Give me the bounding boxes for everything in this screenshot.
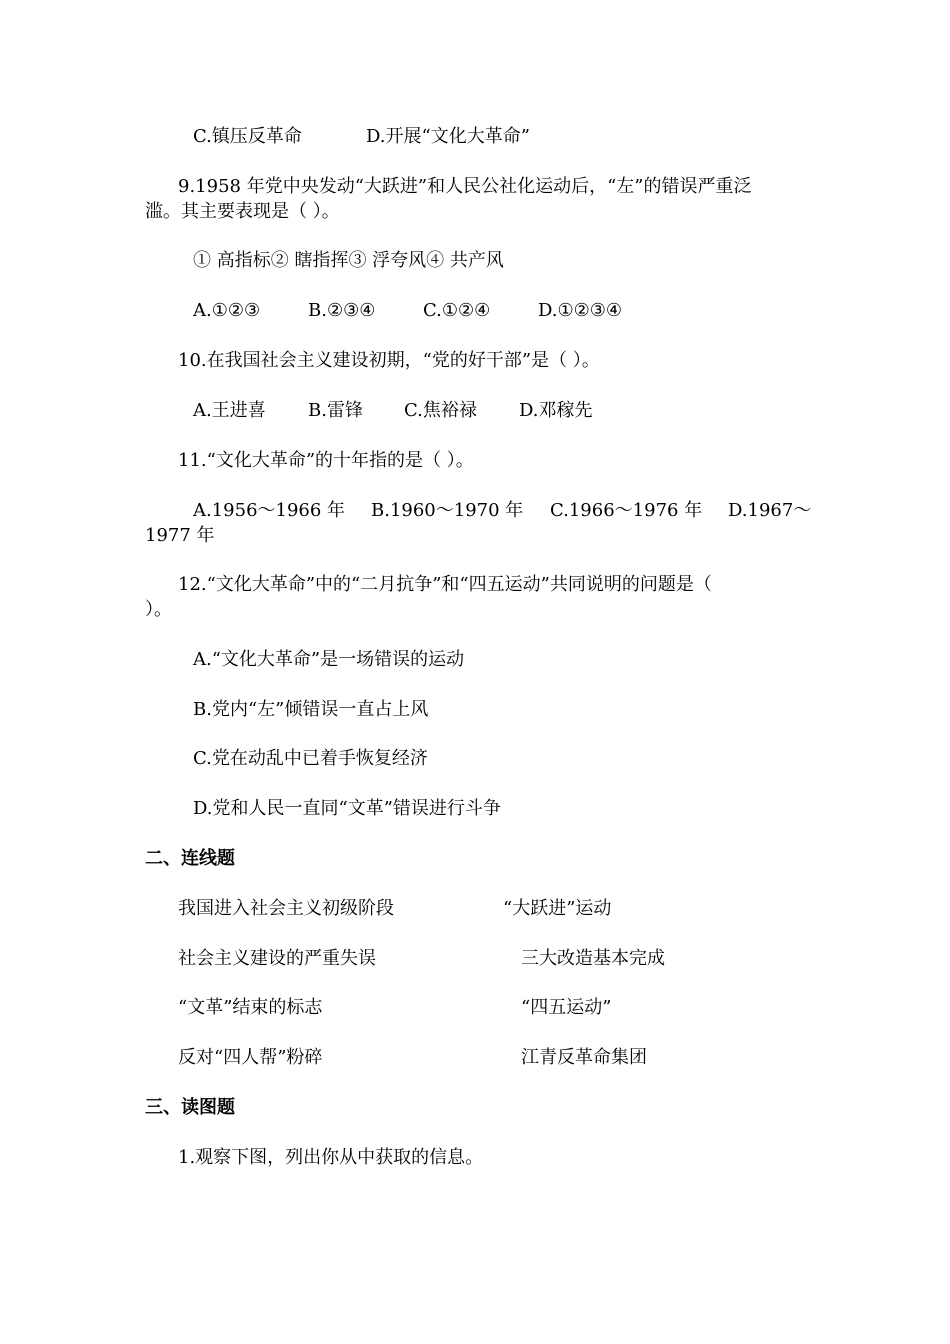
q12-option-d: D.党和人民一直同“文革”错误进行斗争 <box>193 798 501 819</box>
q12-option-b: B.党内“左”倾错误一直占上风 <box>193 699 429 720</box>
q9-option-c: C.①②④ <box>423 300 491 321</box>
q9-stem-line1: 9.1958 年党中央发动“大跃进”和人民公社化运动后，“左”的错误严重泛 <box>178 176 752 197</box>
q11-stem: 11.“文化大革命”的十年指的是（ ）。 <box>178 450 474 471</box>
section-heading-reading-figure: 三、读图题 <box>145 1097 235 1118</box>
section-heading-matching: 二、连线题 <box>145 848 235 869</box>
q10-option-b: B.雷锋 <box>308 400 363 421</box>
q11-option-c: C.1966～1976 年 <box>550 500 703 521</box>
matching-left-item: 社会主义建设的严重失误 <box>178 948 376 969</box>
q12-stem-line1: 12.“文化大革命”中的“二月抗争”和“四五运动”共同说明的问题是（ <box>178 574 712 595</box>
q10-option-d: D.邓稼先 <box>519 400 593 421</box>
q10-stem: 10.在我国社会主义建设初期，“党的好干部”是（ ）。 <box>178 350 600 371</box>
matching-left-item: 我国进入社会主义初级阶段 <box>178 898 394 919</box>
q9-stem-line2: 滥。其主要表现是（ ）。 <box>145 201 340 222</box>
q10-option-a: A.王进喜 <box>193 400 266 421</box>
q9-items: ① 高指标② 瞎指挥③ 浮夸风④ 共产风 <box>193 250 504 271</box>
q12-option-c: C.党在动乱中已着手恢复经济 <box>193 748 428 769</box>
matching-right-item: 江青反革命集团 <box>521 1047 647 1068</box>
q8-option-c: C.镇压反革命 <box>193 126 302 147</box>
q10-option-c: C.焦裕禄 <box>404 400 477 421</box>
matching-right-item: “四五运动” <box>521 997 612 1018</box>
q11-option-d: D.1967～ <box>728 500 812 521</box>
matching-right-item: “大跃进”运动 <box>503 898 612 919</box>
q8-option-d: D.开展“文化大革命” <box>366 126 530 147</box>
q9-option-a: A.①②③ <box>193 300 261 321</box>
q9-option-b: B.②③④ <box>308 300 376 321</box>
matching-right-item: 三大改造基本完成 <box>521 948 665 969</box>
q12-stem-line2: ）。 <box>145 599 172 620</box>
matching-left-item: “文革”结束的标志 <box>178 997 323 1018</box>
matching-left-item: 反对“四人帮”粉碎 <box>178 1047 323 1068</box>
q11-option-a: A.1956～1966 年 <box>193 500 346 521</box>
q9-option-d: D.①②③④ <box>538 300 623 321</box>
q11-option-b: B.1960～1970 年 <box>371 500 524 521</box>
section3-question-1: 1.观察下图，列出你从中获取的信息。 <box>178 1147 484 1168</box>
q12-option-a: A.“文化大革命”是一场错误的运动 <box>193 649 465 670</box>
q11-option-d-continued: 1977 年 <box>145 525 215 546</box>
